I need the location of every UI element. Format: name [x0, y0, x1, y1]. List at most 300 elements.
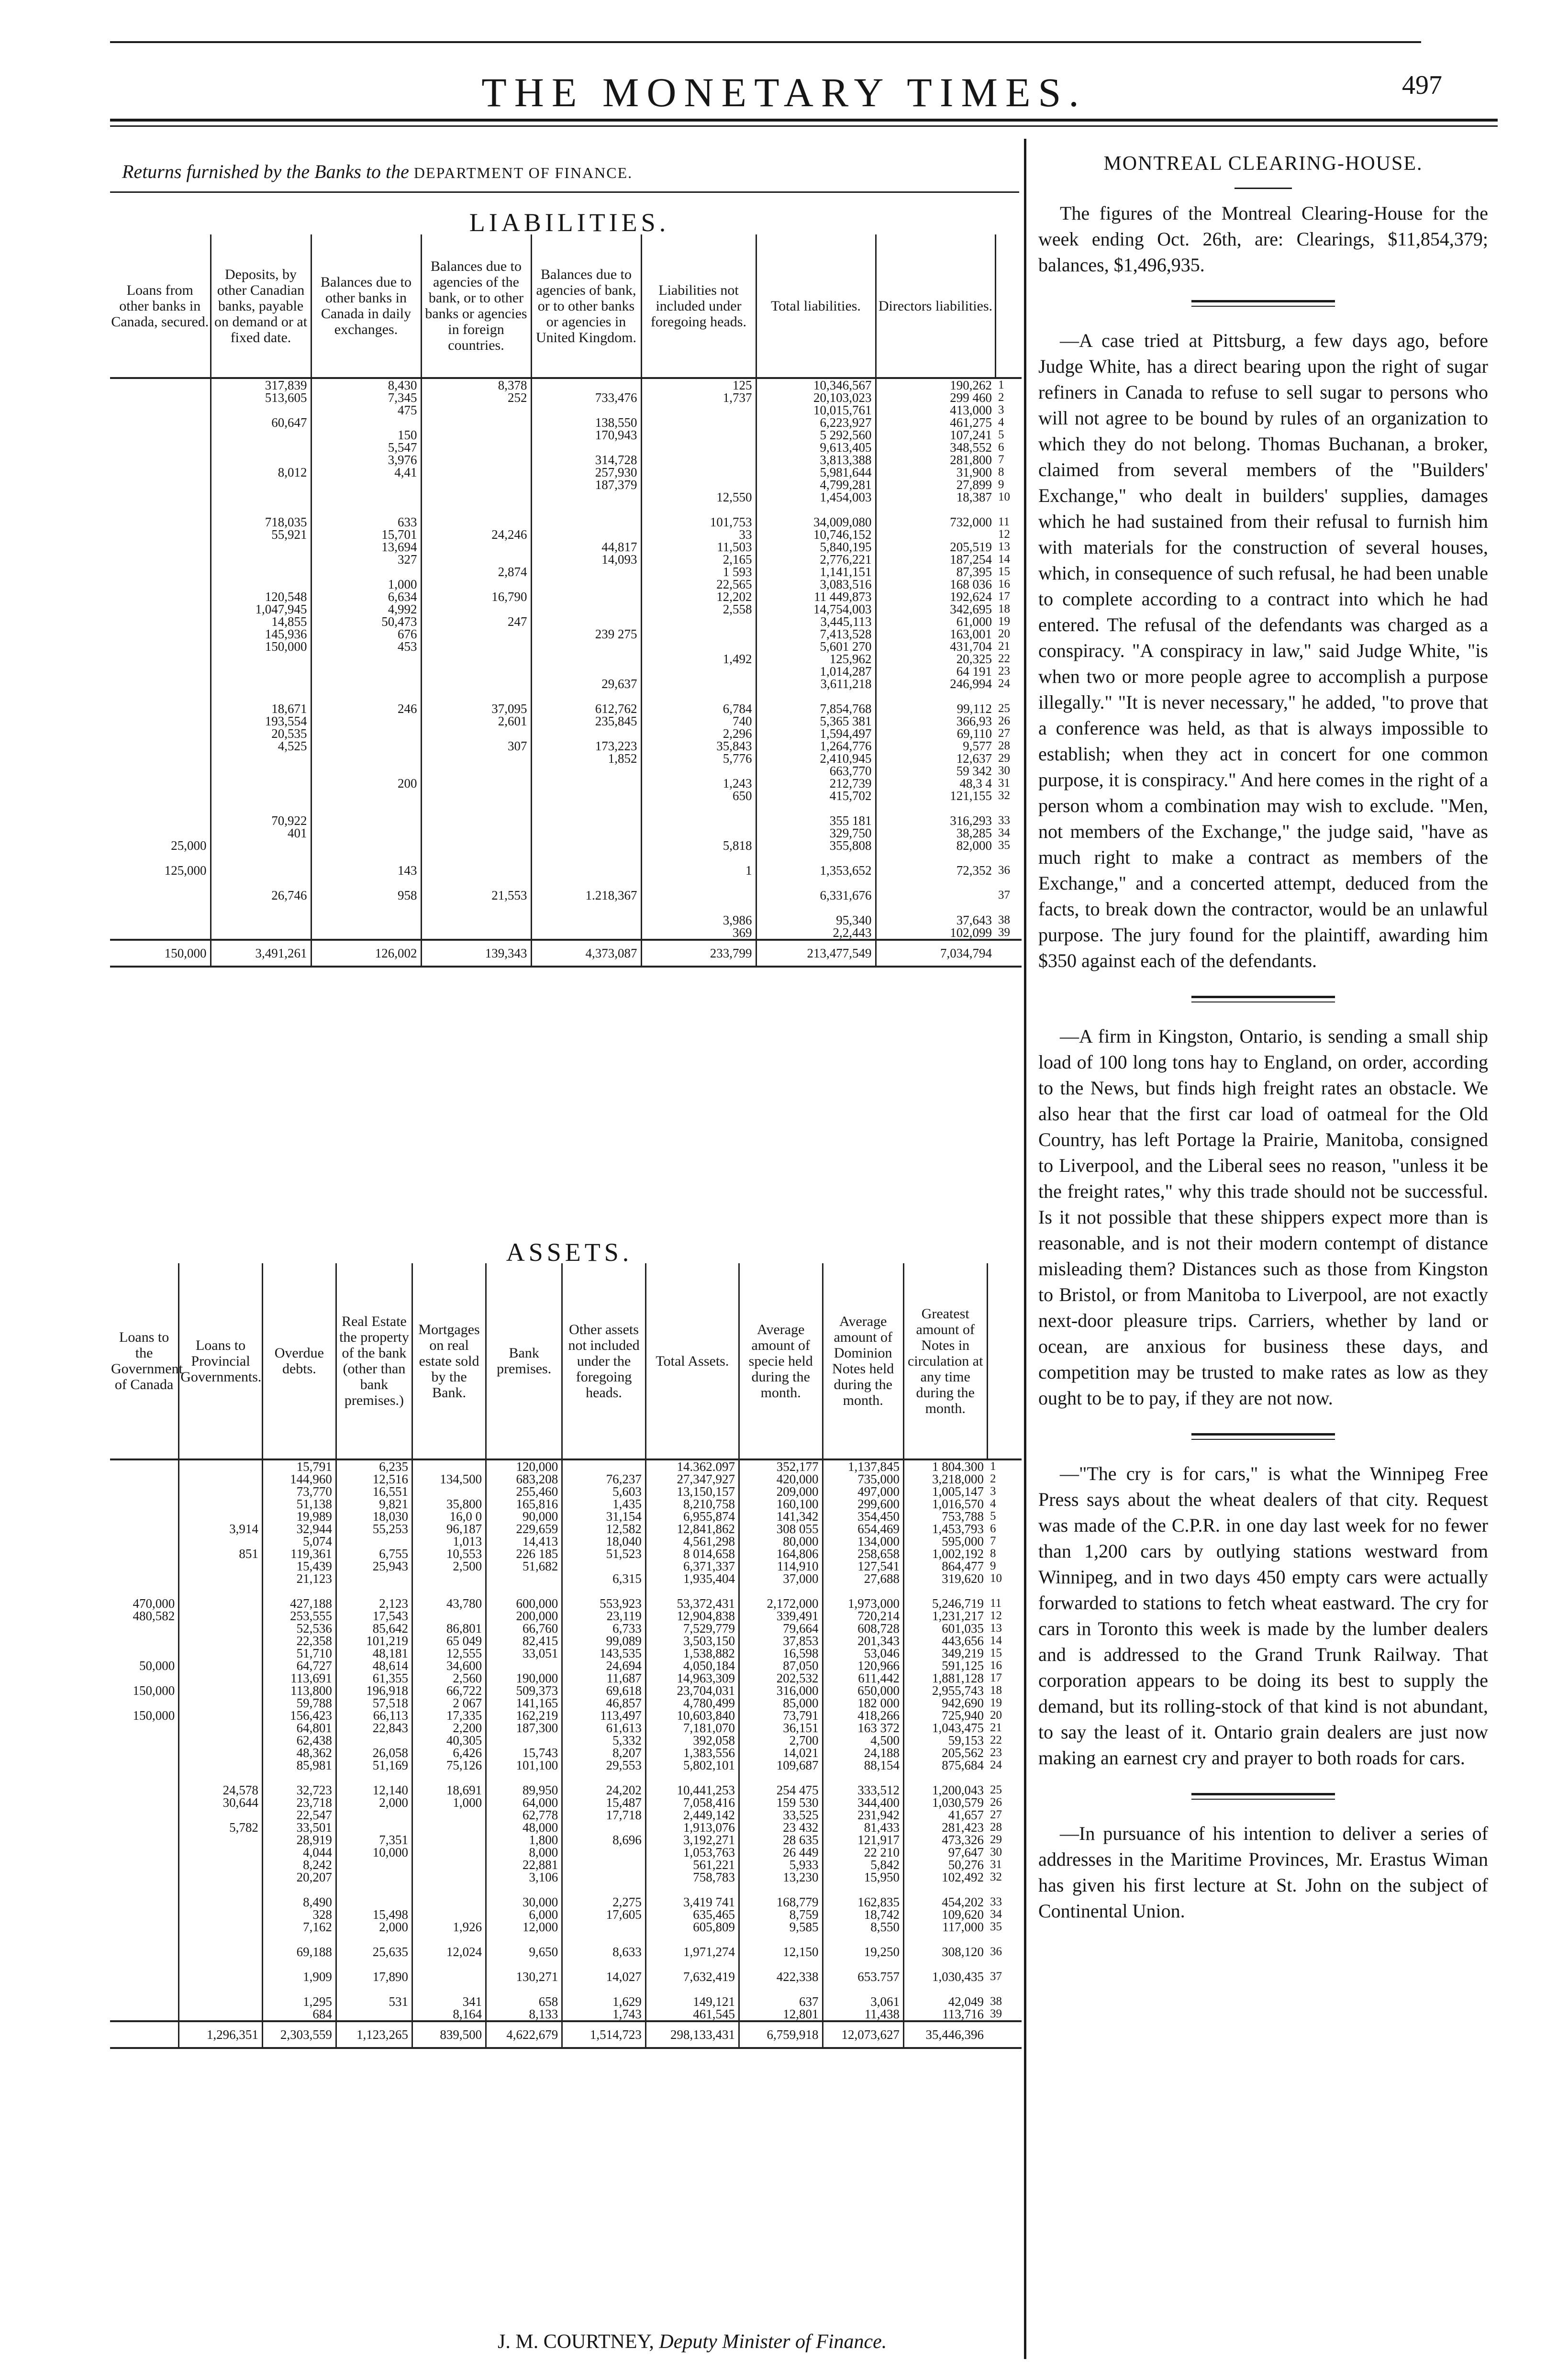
assets-row	[110, 1473, 1022, 1485]
assets-cell: 101,100	[486, 1759, 562, 1771]
liabilities-cell	[421, 429, 531, 441]
assets-cell: 62,778	[486, 1809, 562, 1821]
assets-cell: 48,614	[336, 1659, 412, 1672]
liabilities-cell	[211, 653, 311, 665]
liabilities-cell	[421, 479, 531, 491]
assets-row	[110, 1834, 1022, 1846]
liabilities-cell	[641, 416, 756, 429]
liabilities-cell	[756, 877, 876, 889]
assets-cell	[412, 1908, 486, 1921]
liabilities-cell	[421, 628, 531, 640]
liabilities-cell: 190,262	[876, 378, 995, 391]
liabilities-row	[110, 715, 1022, 727]
assets-cell: 66,113	[336, 1709, 412, 1722]
liabilities-cell	[211, 454, 311, 466]
liabilities-cell: 307	[421, 740, 531, 752]
liabilities-cell: 7,854,768	[756, 702, 876, 715]
liabilities-row-number: 7	[998, 454, 1004, 466]
liabilities-cell	[110, 503, 211, 516]
liabilities-row	[110, 864, 1022, 877]
assets-cell: 64,000	[486, 1796, 562, 1809]
liabilities-cell	[531, 378, 641, 391]
assets-cell: 17,718	[562, 1809, 646, 1821]
liabilities-row	[110, 429, 1022, 441]
assets-cell: 5,603	[562, 1485, 646, 1498]
assets-cell: 18,691	[412, 1784, 486, 1796]
assets-cell	[262, 1883, 336, 1896]
assets-cell	[645, 1933, 739, 1946]
assets-cell: 8,633	[562, 1946, 646, 1958]
liabilities-row-number: 10	[998, 491, 1010, 503]
liabilities-cell	[876, 802, 995, 814]
assets-cell: 1 804.300	[903, 1459, 987, 1473]
liabilities-cell: 5 292,560	[756, 429, 876, 441]
liabilities-row-number: 18	[998, 603, 1010, 615]
assets-cell	[412, 1771, 486, 1784]
liabilities-cell	[421, 404, 531, 416]
liabilities-cell: 21,553	[421, 889, 531, 902]
assets-cell: 5,782	[179, 1821, 263, 1834]
assets-cell: 26 449	[739, 1846, 823, 1859]
assets-cell: 162,219	[486, 1709, 562, 1722]
assets-cell: 1,013	[412, 1535, 486, 1547]
assets-row-number: 3	[990, 1485, 996, 1498]
assets-total-cell: 4,622,679	[486, 2021, 562, 2048]
liabilities-cell	[110, 678, 211, 690]
assets-row-number	[987, 1585, 1022, 1597]
liabilities-cell	[876, 690, 995, 702]
assets-cell: 33,501	[262, 1821, 336, 1834]
liabilities-cell	[110, 814, 211, 827]
assets-cell: 11,438	[823, 2008, 903, 2021]
liabilities-cell	[421, 814, 531, 827]
liabilities-cell	[531, 765, 641, 777]
assets-cell	[110, 1498, 179, 1510]
assets-row-number: 36	[990, 1946, 1002, 1958]
liabilities-cell	[421, 752, 531, 765]
liabilities-cell: 11 449,873	[756, 590, 876, 603]
liabilities-cell	[421, 503, 531, 516]
assets-cell: 86,801	[412, 1622, 486, 1635]
assets-cell: 96,187	[412, 1523, 486, 1535]
assets-total-cell: 1,123,265	[336, 2021, 412, 2048]
assets-cell	[110, 1771, 179, 1784]
liabilities-cell: 6,634	[311, 590, 421, 603]
assets-cell: 14,021	[739, 1747, 823, 1759]
assets-cell: 143,535	[562, 1647, 646, 1659]
assets-cell: 141,165	[486, 1697, 562, 1709]
liabilities-cell: 187,254	[876, 553, 995, 566]
assets-cell: 308 055	[739, 1523, 823, 1535]
assets-cell	[110, 1622, 179, 1635]
liabilities-cell	[110, 491, 211, 503]
assets-cell: 190,000	[486, 1672, 562, 1684]
assets-cell: 31,154	[562, 1510, 646, 1523]
liabilities-cell: 20,103,023	[756, 391, 876, 404]
assets-cell	[412, 1933, 486, 1946]
liabilities-cell: 37,643	[876, 914, 995, 926]
assets-cell: 17,335	[412, 1709, 486, 1722]
assets-cell	[336, 1958, 412, 1970]
assets-cell: 12,150	[739, 1946, 823, 1958]
liabilities-cell: 102,099	[876, 926, 995, 940]
assets-cell: 2,000	[336, 1796, 412, 1809]
assets-cell: 1,881,128	[903, 1672, 987, 1684]
liabilities-cell: 1	[641, 864, 756, 877]
assets-cell: 5,933	[739, 1859, 823, 1871]
liabilities-cell: 14,754,003	[756, 603, 876, 615]
assets-cell: 1,800	[486, 1834, 562, 1846]
assets-cell: 281,423	[903, 1821, 987, 1834]
liabilities-cell: 163,001	[876, 628, 995, 640]
liabilities-cell: 1,594,497	[756, 727, 876, 740]
assets-cell: 27,347,927	[645, 1473, 739, 1485]
department-name: DEPARTMENT OF FINANCE.	[413, 164, 633, 181]
liabilities-row-number: 29	[998, 752, 1010, 765]
liabilities-row	[110, 665, 1022, 678]
liabilities-row-number: 24	[998, 678, 1010, 690]
liabilities-cell: 5,776	[641, 752, 756, 765]
liabilities-row-number: 6	[998, 441, 1004, 454]
assets-cell: 1,926	[412, 1921, 486, 1933]
liabilities-cell: 4,799,281	[756, 479, 876, 491]
liabilities-cell	[211, 864, 311, 877]
assets-cell: 14,027	[562, 1970, 646, 1983]
liabilities-cell: 314,728	[531, 454, 641, 466]
liabilities-cell: 61,000	[876, 615, 995, 628]
assets-cell: 480,582	[133, 1610, 175, 1622]
liabilities-cell	[421, 914, 531, 926]
liabilities-cell: 33	[641, 528, 756, 541]
liabilities-cell: 10,015,761	[756, 404, 876, 416]
assets-cell: 12,582	[562, 1523, 646, 1535]
assets-cell: 422,338	[739, 1970, 823, 1983]
liabilities-cell	[421, 926, 531, 940]
liabilities-cell: 453	[311, 640, 421, 653]
assets-cell: 120,966	[823, 1659, 903, 1672]
liabilities-cell	[211, 914, 311, 926]
assets-cell: 28 635	[739, 1834, 823, 1846]
assets-cell: 22,547	[262, 1809, 336, 1821]
assets-cell: 231,942	[823, 1809, 903, 1821]
assets-cell	[110, 1859, 179, 1871]
assets-cell: 254 475	[739, 1784, 823, 1796]
assets-cell	[179, 1597, 263, 1610]
assets-cell: 48,362	[262, 1747, 336, 1759]
assets-cell: 3,192,271	[645, 1834, 739, 1846]
assets-cell: 3,106	[486, 1871, 562, 1883]
liabilities-cell	[110, 454, 211, 466]
liabilities-row	[110, 653, 1022, 665]
assets-cell: 16,598	[739, 1647, 823, 1659]
liabilities-row-number: 5	[998, 429, 1004, 441]
liabilities-cell	[421, 827, 531, 839]
assets-cell: 10,603,840	[645, 1709, 739, 1722]
assets-cell	[562, 1821, 646, 1834]
liabilities-row-number: 36	[998, 864, 1010, 877]
liabilities-cell	[110, 528, 211, 541]
liabilities-cell	[531, 926, 641, 940]
liabilities-cell	[311, 416, 421, 429]
assets-cell: 48,181	[336, 1647, 412, 1659]
assets-cell: 19,989	[262, 1510, 336, 1523]
assets-row-number: 22	[990, 1734, 1002, 1747]
liabilities-row	[110, 466, 1022, 479]
assets-cell	[486, 1983, 562, 1995]
assets-row	[110, 1610, 1022, 1622]
assets-cell: 8,242	[262, 1859, 336, 1871]
liabilities-cell: 5,818	[641, 839, 756, 852]
assets-cell: 16,551	[336, 1485, 412, 1498]
liabilities-row	[110, 479, 1022, 491]
assets-cell	[179, 1921, 263, 1933]
assets-cell	[179, 1809, 263, 1821]
liabilities-cell	[531, 491, 641, 503]
assets-cell	[645, 1983, 739, 1995]
assets-cell: 1,383,556	[645, 1747, 739, 1759]
assets-cell: 10,000	[336, 1846, 412, 1859]
assets-cell	[262, 1585, 336, 1597]
liabilities-row-number	[995, 852, 1022, 864]
assets-cell: 6,235	[336, 1459, 412, 1473]
assets-cell: 23 432	[739, 1821, 823, 1834]
assets-row	[110, 1523, 1022, 1535]
liabilities-cell: 246	[311, 702, 421, 715]
assets-cell	[336, 1535, 412, 1547]
assets-cell: 150,000	[133, 1709, 175, 1722]
liabilities-cell	[110, 702, 211, 715]
assets-cell	[179, 1734, 263, 1747]
assets-cell: 90,000	[486, 1510, 562, 1523]
assets-cell: 258,658	[823, 1547, 903, 1560]
assets-cell	[336, 1585, 412, 1597]
liabilities-cell: 3,083,516	[756, 578, 876, 590]
assets-cell: 12,516	[336, 1473, 412, 1485]
assets-cell: 66,722	[412, 1684, 486, 1697]
assets-cell	[179, 1747, 263, 1759]
assets-cell: 42,049	[903, 1995, 987, 2008]
liabilities-cell	[421, 466, 531, 479]
liabilities-cell: 3,813,388	[756, 454, 876, 466]
liabilities-cell: 24,246	[421, 528, 531, 541]
liabilities-row	[110, 441, 1022, 454]
liabilities-cell: 3,611,218	[756, 678, 876, 690]
liabilities-row	[110, 378, 1022, 391]
assets-row	[110, 1958, 1022, 1970]
assets-cell: 113,691	[262, 1672, 336, 1684]
assets-total-cell: 839,500	[412, 2021, 486, 2048]
liabilities-cell	[110, 553, 211, 566]
assets-cell	[262, 1771, 336, 1784]
liabilities-cell	[421, 491, 531, 503]
assets-column-header: Average amount of specie held during the month.	[739, 1263, 823, 1459]
assets-cell	[179, 1572, 263, 1585]
assets-totals-row	[110, 2021, 1022, 2048]
assets-cell	[412, 1958, 486, 1970]
liabilities-cell	[110, 877, 211, 889]
assets-cell: 1,935,404	[645, 1572, 739, 1585]
liabilities-cell	[110, 566, 211, 578]
assets-row-number: 25	[990, 1784, 1002, 1796]
liabilities-cell	[311, 678, 421, 690]
assets-cell: 684	[262, 2008, 336, 2021]
liabilities-row-number: 38	[998, 914, 1010, 926]
assets-cell	[179, 1871, 263, 1883]
assets-cell: 33,525	[739, 1809, 823, 1821]
liabilities-cell: 958	[311, 889, 421, 902]
liabilities-row-number	[995, 503, 1022, 516]
liabilities-cell	[311, 839, 421, 852]
liabilities-cell: 676	[311, 628, 421, 640]
assets-cell: 1,002,192	[903, 1547, 987, 1560]
assets-cell: 23,704,031	[645, 1684, 739, 1697]
liabilities-row	[110, 740, 1022, 752]
assets-cell: 85,981	[262, 1759, 336, 1771]
assets-cell	[739, 1983, 823, 1995]
liabilities-cell	[110, 752, 211, 765]
liabilities-row	[110, 727, 1022, 740]
assets-cell: 14.362.097	[645, 1459, 739, 1473]
right-column	[1038, 144, 1488, 1924]
assets-cell: 22 210	[823, 1846, 903, 1859]
assets-cell: 255,460	[486, 1485, 562, 1498]
assets-cell: 1,030,579	[903, 1796, 987, 1809]
assets-cell: 611,442	[823, 1672, 903, 1684]
assets-row-number: 17	[990, 1672, 1002, 1684]
liabilities-cell: 5,547	[311, 441, 421, 454]
liabilities-row	[110, 416, 1022, 429]
assets-cell: 80,000	[739, 1535, 823, 1547]
assets-row	[110, 1647, 1022, 1659]
liabilities-row-number: 1	[998, 378, 1004, 391]
liabilities-cell: 239 275	[531, 628, 641, 640]
liabilities-cell: 12,202	[641, 590, 756, 603]
assets-cell: 89,950	[486, 1784, 562, 1796]
assets-cell: 1,435	[562, 1498, 646, 1510]
assets-row	[110, 1498, 1022, 1510]
assets-cell	[110, 1672, 179, 1684]
liabilities-row-number: 30	[998, 765, 1010, 777]
liabilities-row	[110, 765, 1022, 777]
assets-cell: 29,553	[562, 1759, 646, 1771]
assets-cell: 27,688	[823, 1572, 903, 1585]
assets-cell: 509,373	[486, 1684, 562, 1697]
liabilities-cell: 247	[421, 615, 531, 628]
assets-cell: 8,759	[739, 1908, 823, 1921]
assets-cell: 753,788	[903, 1510, 987, 1523]
assets-cell: 8 014,658	[645, 1547, 739, 1560]
liabilities-cell	[421, 864, 531, 877]
liabilities-total-cell	[995, 940, 1022, 967]
assets-total-cell: 298,133,431	[645, 2021, 739, 2048]
assets-cell: 2,500	[412, 1560, 486, 1572]
assets-cell	[903, 1585, 987, 1597]
liabilities-cell: 8,430	[311, 378, 421, 391]
liabilities-cell: 650	[641, 790, 756, 802]
assets-row	[110, 1933, 1022, 1946]
assets-cell	[110, 1560, 179, 1572]
assets-cell: 6,733	[562, 1622, 646, 1635]
assets-cell	[336, 1734, 412, 1747]
assets-cell: 3,061	[823, 1995, 903, 2008]
liabilities-cell: 12,637	[876, 752, 995, 765]
assets-cell: 2,700	[739, 1734, 823, 1747]
liabilities-cell	[110, 404, 211, 416]
assets-cell: 7,632,419	[645, 1970, 739, 1983]
assets-row-number: 5	[990, 1510, 996, 1523]
liabilities-cell	[211, 690, 311, 702]
liabilities-cell: 415,702	[756, 790, 876, 802]
assets-row-number: 1	[990, 1460, 996, 1473]
assets-cell: 85,642	[336, 1622, 412, 1635]
assets-column-header: Overdue debts.	[262, 1263, 336, 1459]
assets-cell: 48,000	[486, 1821, 562, 1834]
liabilities-row	[110, 852, 1022, 864]
assets-cell: 62,438	[262, 1734, 336, 1747]
assets-row-number: 16	[990, 1659, 1002, 1672]
liabilities-cell	[876, 877, 995, 889]
assets-cell	[179, 1970, 263, 1983]
liabilities-cell	[421, 603, 531, 615]
assets-row	[110, 1635, 1022, 1647]
assets-cell	[179, 1485, 263, 1498]
liabilities-cell	[641, 852, 756, 864]
assets-row-number	[987, 1771, 1022, 1784]
liabilities-cell: 733,476	[531, 391, 641, 404]
liabilities-cell	[531, 590, 641, 603]
liabilities-cell: 1,353,652	[756, 864, 876, 877]
assets-cell: 43,780	[412, 1597, 486, 1610]
assets-cell	[110, 1896, 179, 1908]
assets-row	[110, 1722, 1022, 1734]
liabilities-cell	[110, 603, 211, 615]
liabilities-cell	[421, 678, 531, 690]
assets-row-number: 23	[990, 1747, 1002, 1759]
liabilities-row	[110, 827, 1022, 839]
assets-cell: 864,477	[903, 1560, 987, 1572]
assets-cell	[412, 1871, 486, 1883]
assets-cell: 299,600	[823, 1498, 903, 1510]
assets-cell	[110, 1535, 179, 1547]
liabilities-cell: 299 460	[876, 391, 995, 404]
assets-row	[110, 1572, 1022, 1585]
liabilities-cell: 16,790	[421, 590, 531, 603]
liabilities-row-number: 12	[998, 528, 1010, 541]
assets-row	[110, 1859, 1022, 1871]
assets-cell: 66,760	[486, 1622, 562, 1635]
assets-cell: 1,973,000	[823, 1597, 903, 1610]
assets-cell	[562, 1883, 646, 1896]
assets-cell: 35,800	[412, 1498, 486, 1510]
assets-total-cell	[110, 2021, 179, 2048]
liabilities-row	[110, 553, 1022, 566]
liabilities-cell	[211, 553, 311, 566]
assets-row	[110, 1684, 1022, 1697]
liabilities-cell	[211, 665, 311, 678]
assets-row	[110, 1672, 1022, 1684]
liabilities-cell	[641, 454, 756, 466]
assets-cell: 875,684	[903, 1759, 987, 1771]
assets-cell: 3,914	[179, 1523, 263, 1535]
liabilities-cell: 1,243	[641, 777, 756, 790]
assets-row	[110, 1821, 1022, 1834]
liabilities-cell	[110, 914, 211, 926]
assets-cell	[262, 1933, 336, 1946]
liabilities-cell	[311, 653, 421, 665]
assets-cell: 2,200	[412, 1722, 486, 1734]
liabilities-cell	[110, 416, 211, 429]
article-wiman-addresses: —In pursuance of his intention to deliver a series of addresses in the Maritime Provinces, Mr. Erastus Wiman has given his first lecture at St. John on the subject of Continental Union.	[1038, 1823, 1488, 1922]
